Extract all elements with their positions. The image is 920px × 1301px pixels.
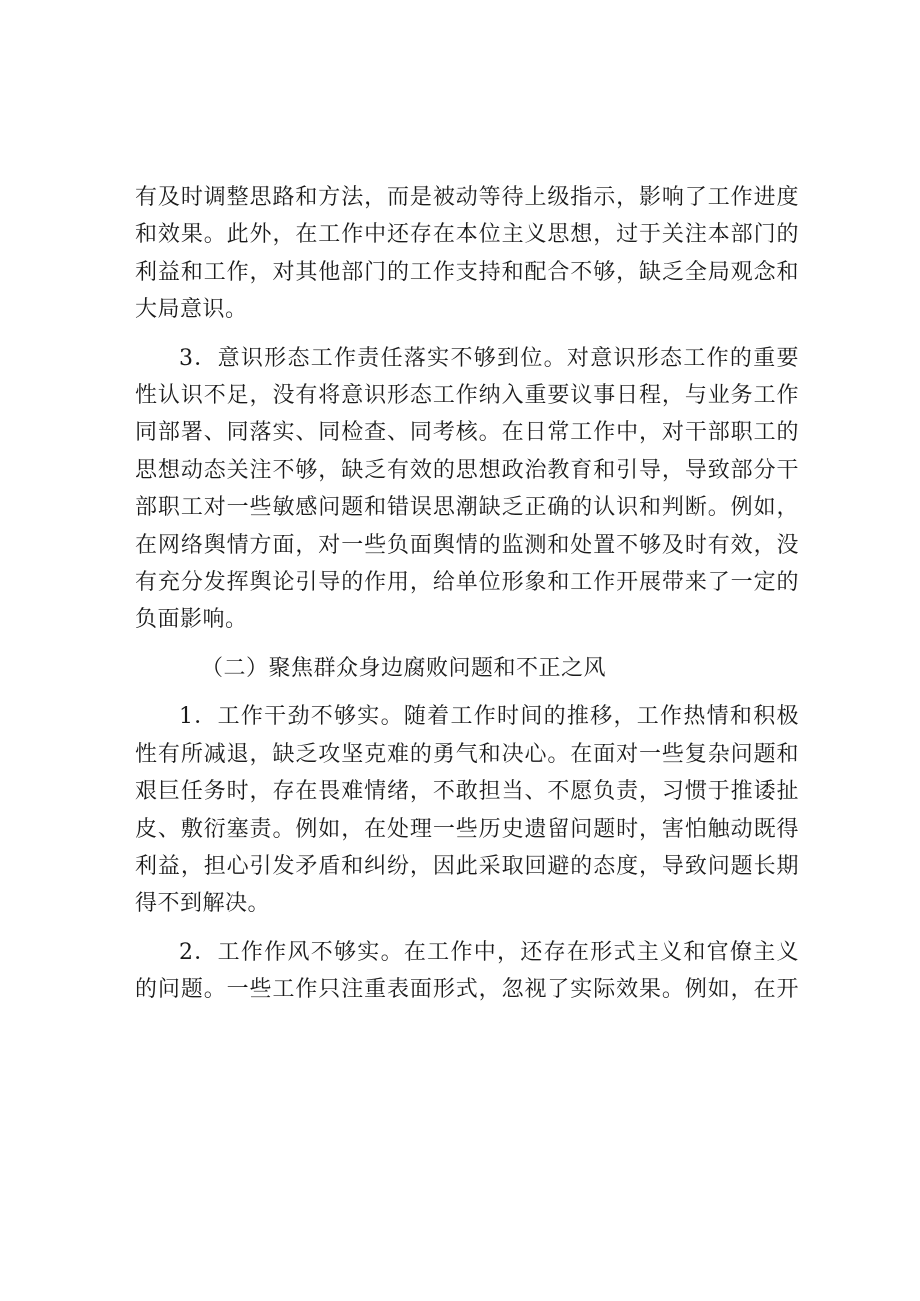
text-line: 负面影响。 — [135, 607, 248, 633]
text-line: 大局意识。 — [135, 297, 248, 323]
text-line: 1．工作干劲不够实。随着工作时间的推移，工作热情和积极 — [179, 704, 799, 730]
text-line: 3．意识形态工作责任落实不够到位。对意识形态工作的重要 — [179, 345, 799, 371]
document-body — [135, 179, 799, 1009]
paragraph-work-style — [135, 934, 799, 1009]
paragraph-work-drive — [135, 698, 799, 922]
text-line: 和效果。此外，在工作中还存在本位主义思想，过于关注本部门的 — [135, 222, 799, 248]
text-line: 在网络舆情方面，对一些负面舆情的监测和处置不够及时有效，没 — [135, 532, 799, 558]
text-line: 部职工对一些敏感问题和错误思潮缺乏正确的认识和判断。例如， — [135, 495, 799, 521]
section-heading — [135, 650, 799, 687]
paragraph-continuation — [135, 179, 799, 329]
text-line: 皮、敷衍塞责。例如，在处理一些历史遗留问题时，害怕触动既得 — [135, 816, 799, 842]
text-line: 利益和工作，对其他部门的工作支持和配合不够，缺乏全局观念和 — [135, 259, 799, 285]
text-line: 有及时调整思路和方法，而是被动等待上级指示，影响了工作进度 — [135, 185, 799, 210]
text-line: 有充分发挥舆论引导的作用，给单位形象和工作开展带来了一定的 — [135, 570, 799, 596]
text-line: 利益，担心引发矛盾和纠纷，因此采取回避的态度，导致问题长期 — [135, 853, 799, 879]
text-line: 2．工作作风不够实。在工作中，还存在形式主义和官僚主义 — [179, 939, 799, 965]
section-heading-text: （二）聚焦群众身边腐败问题和不正之风 — [201, 655, 607, 681]
text-line: 的问题。一些工作只注重表面形式，忽视了实际效果。例如，在开 — [135, 977, 799, 1003]
text-line: 思想动态关注不够，缺乏有效的思想政治教育和引导，导致部分干 — [135, 457, 799, 483]
text-line: 性认识不足，没有将意识形态工作纳入重要议事日程，与业务工作 — [135, 383, 799, 409]
text-line: 同部署、同落实、同检查、同考核。在日常工作中，对干部职工的 — [135, 420, 799, 446]
text-line: 艰巨任务时，存在畏难情绪，不敢担当、不愿负责，习惯于推诿扯 — [135, 779, 799, 805]
text-line: 得不到解决。 — [135, 891, 271, 917]
text-line: 性有所减退，缺乏攻坚克难的勇气和决心。在面对一些复杂问题和 — [135, 741, 799, 767]
paragraph-ideology-responsibility — [135, 340, 799, 639]
